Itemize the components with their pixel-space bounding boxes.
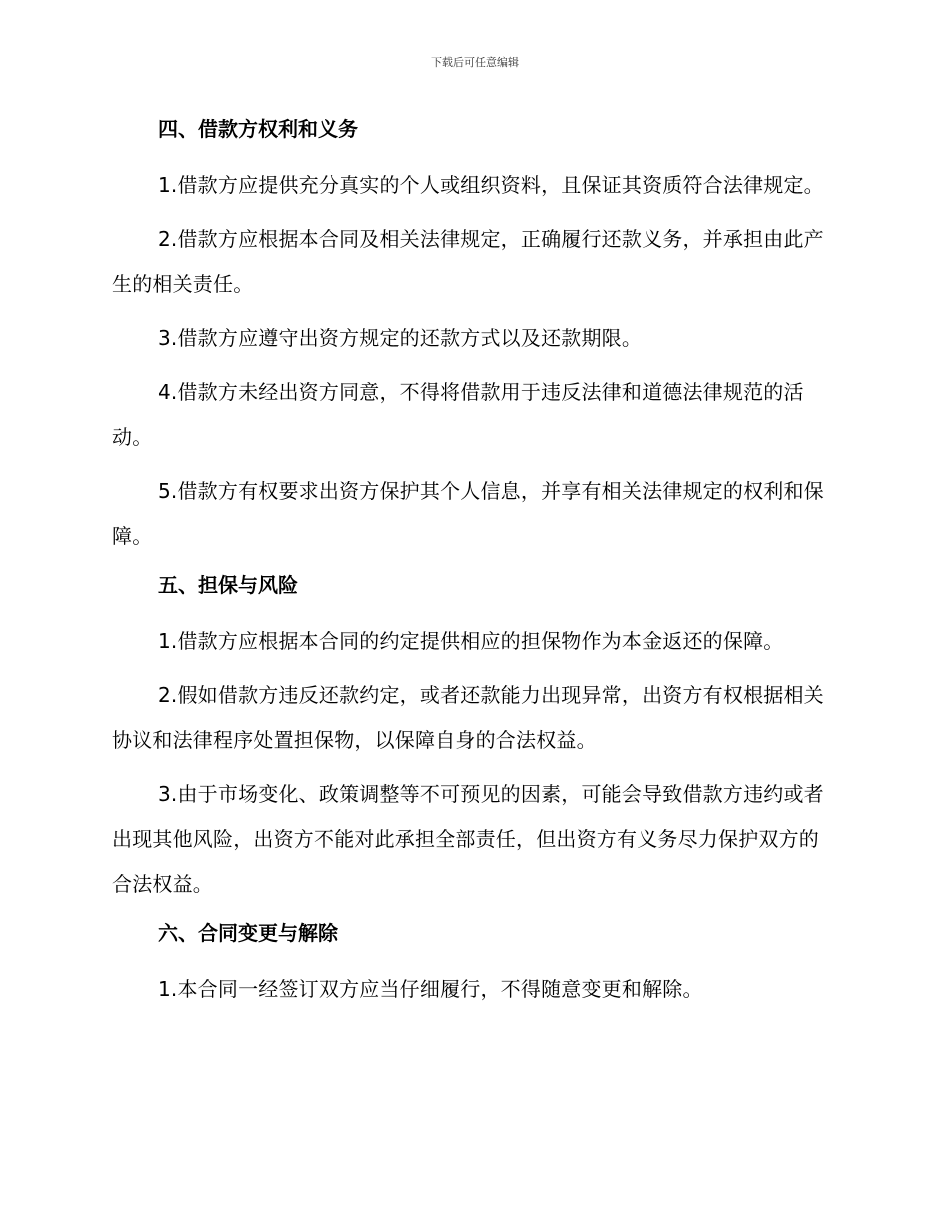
page-header: 下载后可任意编辑 — [431, 56, 519, 69]
paragraph: 4.借款方未经出资方同意，不得将借款用于违反法律和道德法律规范的活动。 — [112, 380, 804, 449]
paragraph: 5.借款方有权要求出资方保护其个人信息，并享有相关法律规定的权利和保障。 — [112, 479, 824, 548]
paragraph: 3.由于市场变化、政策调整等不可预见的因素，可能会导致借款方违约或者出现其他风险，出资方不能对此承担全部责任，但出资方有义务尽力保护双方的合法权益。 — [112, 782, 824, 896]
section-heading-6: 六、合同变更与解除 — [158, 921, 338, 945]
paragraph: 1.本合同一经签订双方应当仔细履行，不得随意变更和解除。 — [158, 977, 703, 1001]
paragraph: 1.借款方应提供充分真实的个人或组织资料，且保证其资质符合法律规定。 — [158, 173, 824, 197]
paragraph: 1.借款方应根据本合同的约定提供相应的担保物作为本金返还的保障。 — [158, 629, 784, 653]
section-heading-5: 五、担保与风险 — [158, 573, 298, 597]
section-heading-4: 四、借款方权利和义务 — [158, 117, 358, 141]
paragraph: 3.借款方应遵守出资方规定的还款方式以及还款期限。 — [158, 326, 643, 350]
document-body — [112, 112, 832, 1021]
paragraph: 2.借款方应根据本合同及相关法律规定，正确履行还款义务，并承担由此产生的相关责任。 — [112, 227, 824, 296]
paragraph: 2.假如借款方违反还款约定，或者还款能力出现异常，出资方有权根据相关协议和法律程序处置担保物，以保障自身的合法权益。 — [112, 683, 824, 752]
